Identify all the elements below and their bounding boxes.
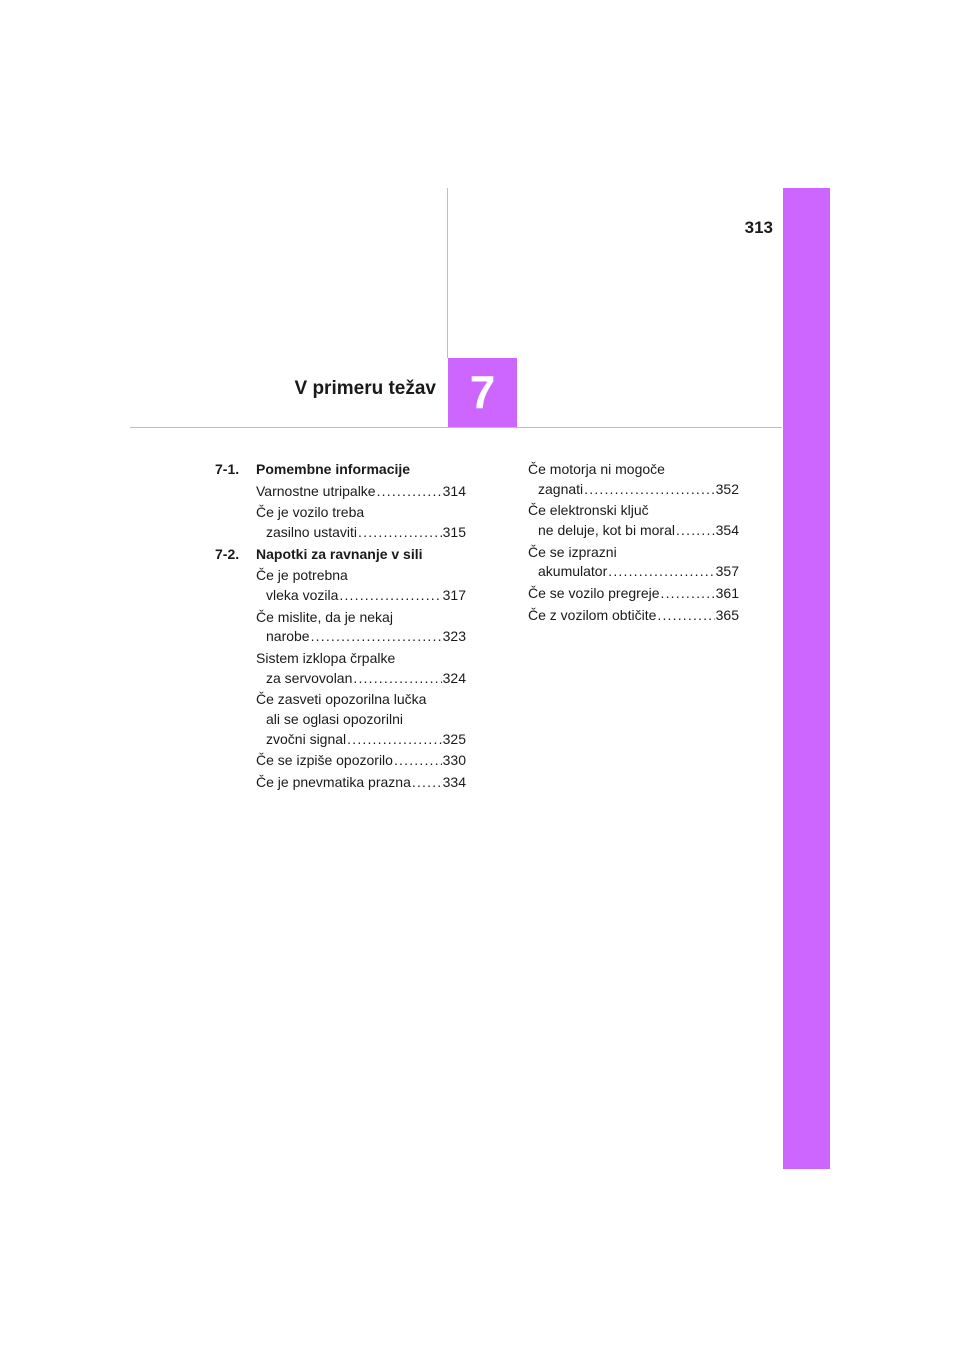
dot-leader — [657, 606, 714, 626]
chapter-side-tab — [783, 188, 830, 1169]
entry-text: Če motorja ni mogoče — [528, 461, 665, 477]
entry-text: Če mislite, da je nekaj — [256, 608, 393, 625]
entry-text: Če je vozilo treba — [256, 504, 365, 521]
toc-section-heading[interactable] — [215, 460, 466, 480]
dot-leader — [358, 523, 442, 543]
entry-text: Če se izpiše opozorilo — [256, 752, 393, 769]
toc-entry[interactable] — [215, 751, 466, 771]
entry-page: 365 — [715, 606, 739, 623]
dot-leader — [377, 482, 442, 502]
chapter-number-box: 7 — [448, 358, 517, 427]
dot-leader — [394, 751, 442, 771]
entry-text: Sistem izklopa črpalke — [256, 650, 396, 667]
dot-leader — [608, 562, 714, 582]
entry-text: Če se izprazni — [528, 543, 617, 560]
entry-text: zasilno ustaviti — [266, 523, 358, 540]
toc-section-heading[interactable] — [215, 545, 466, 565]
entry-text: Če elektronski ključ — [528, 502, 649, 519]
entry-text: ne deluje, kot bi moral — [538, 521, 675, 538]
toc-entry[interactable] — [215, 503, 466, 542]
toc-entry[interactable] — [215, 649, 466, 688]
entry-text: Če je pnevmatika prazna — [256, 774, 411, 791]
entry-page: 314 — [442, 482, 466, 499]
entry-text: zagnati — [538, 480, 584, 497]
entry-text: za servovolan — [266, 669, 353, 686]
toc-entry[interactable] — [215, 482, 466, 502]
entry-page: 352 — [715, 480, 739, 497]
toc-entry[interactable] — [528, 543, 739, 582]
entry-text: akumulator — [538, 563, 608, 580]
vertical-rule — [447, 188, 448, 358]
entry-page: 361 — [715, 585, 739, 602]
dot-leader — [347, 730, 441, 750]
entry-page: 323 — [442, 628, 466, 645]
dot-leader — [339, 586, 441, 606]
toc-column-right — [528, 460, 739, 628]
entry-page: 354 — [715, 521, 739, 538]
entry-page: 334 — [442, 774, 466, 791]
dot-leader — [311, 627, 442, 647]
toc-entry[interactable] — [215, 608, 466, 647]
entry-text: zvočni signal — [266, 730, 347, 747]
dot-leader — [676, 521, 715, 541]
entry-page: 330 — [442, 752, 466, 769]
entry-text: Če se vozilo pregreje — [528, 585, 660, 602]
entry-text: Če je potrebna — [256, 567, 348, 584]
entry-text: ali se oglasi opozorilni — [266, 711, 403, 728]
toc-entry[interactable] — [528, 501, 739, 540]
dot-leader — [412, 773, 442, 793]
entry-page: 325 — [442, 730, 466, 747]
section-title: Napotki za ravnanje v sili — [256, 545, 423, 562]
toc-entry[interactable] — [215, 690, 466, 749]
section-number: 7-2. — [215, 545, 240, 562]
dot-leader — [584, 480, 714, 500]
entry-page: 317 — [442, 586, 466, 603]
entry-page: 357 — [715, 563, 739, 580]
section-number: 7-1. — [215, 461, 240, 477]
entry-text: Če z vozilom obtičite — [528, 606, 657, 623]
toc-entry[interactable] — [215, 773, 466, 793]
toc-entry[interactable] — [528, 460, 739, 499]
horizontal-rule — [130, 427, 782, 428]
entry-text: Če zasveti opozorilna lučka — [256, 691, 427, 708]
page-number: 313 — [744, 218, 773, 237]
dot-leader — [661, 584, 715, 604]
entry-text: narobe — [266, 628, 310, 645]
entry-page: 315 — [442, 523, 466, 540]
dot-leader — [353, 669, 441, 689]
entry-text: Varnostne utripalke — [256, 482, 376, 499]
entry-page: 324 — [442, 669, 466, 686]
toc-entry[interactable] — [528, 606, 739, 626]
toc-column-left — [215, 460, 466, 795]
toc-entry[interactable] — [215, 566, 466, 605]
entry-text: vleka vozila — [266, 586, 339, 603]
section-title: Pomembne informacije — [256, 461, 411, 477]
chapter-title: V primeru težav — [294, 378, 436, 399]
toc-entry[interactable] — [528, 584, 739, 604]
